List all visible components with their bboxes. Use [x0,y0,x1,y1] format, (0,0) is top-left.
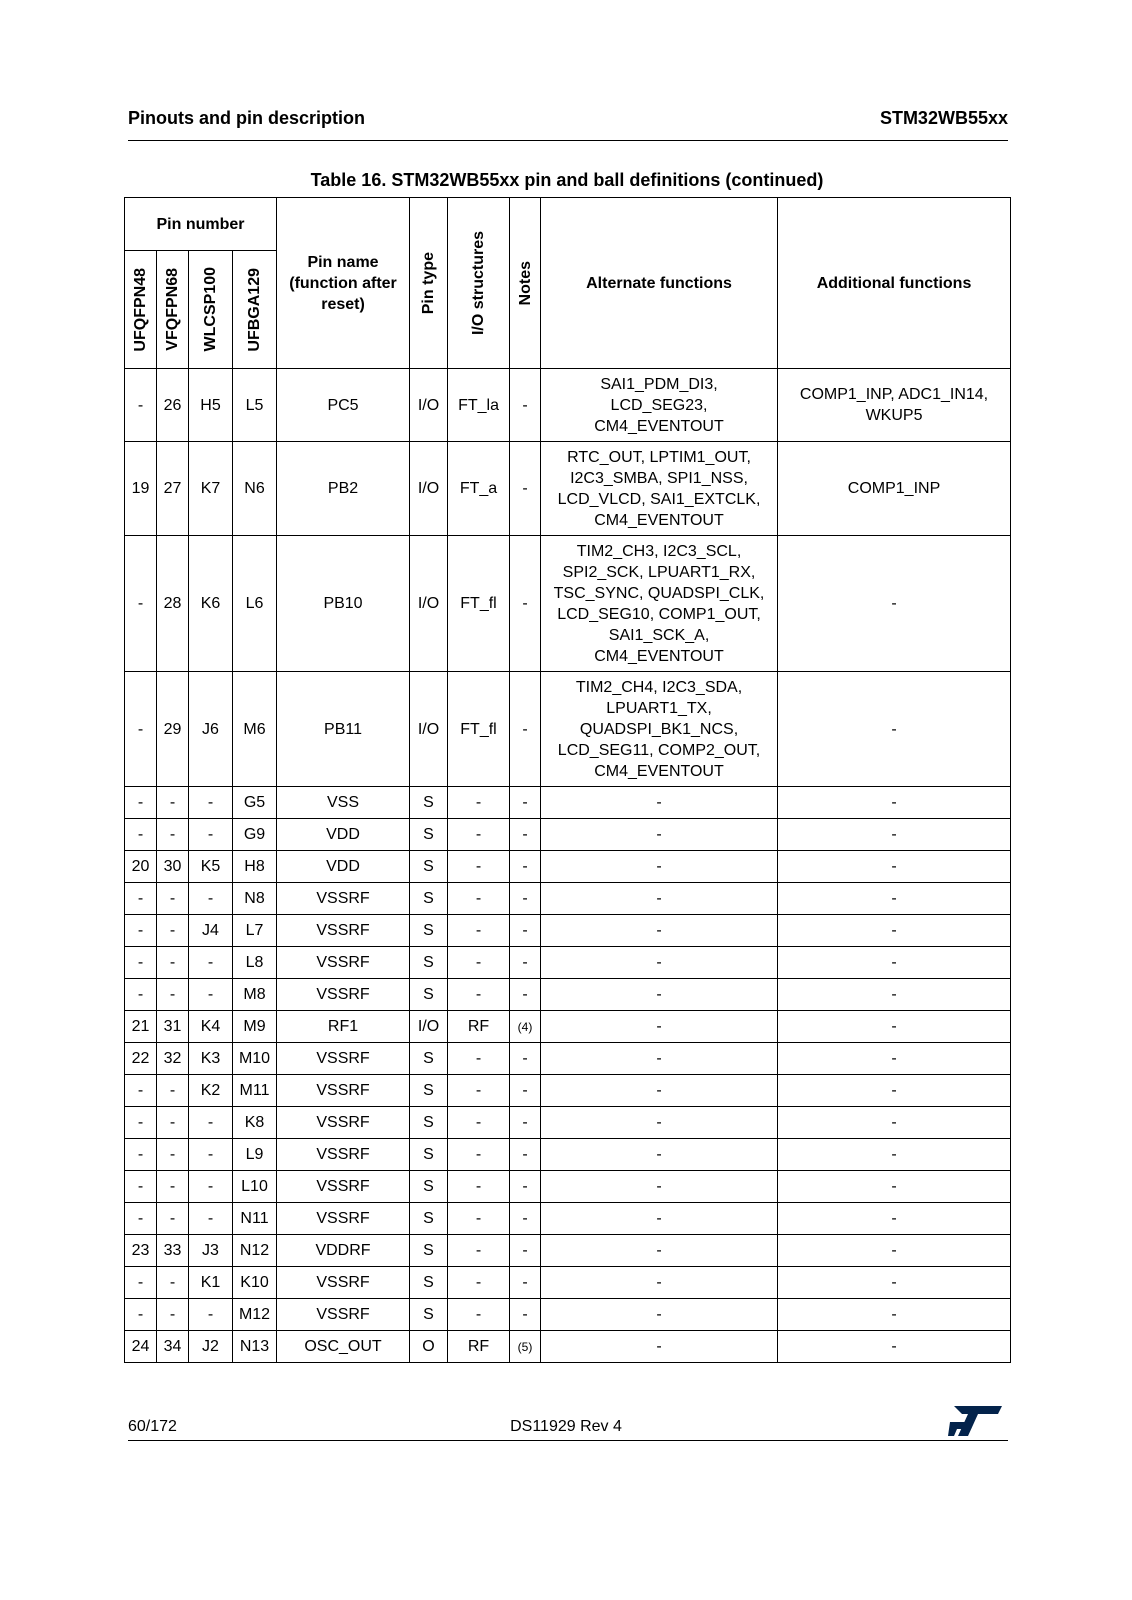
pin-name-cell: PB10 [277,536,410,672]
additional-functions-header: Additional functions [778,198,1011,369]
page-number: 60/172 [128,1418,177,1435]
ufbga129-cell: N13 [233,1331,277,1363]
ufqfpn48-cell: 21 [125,1011,157,1043]
additional-functions-cell: - [778,1075,1011,1107]
ufqfpn48-cell: 22 [125,1043,157,1075]
additional-functions-cell: - [778,787,1011,819]
table-row [125,1299,1011,1331]
ufqfpn48-cell: - [125,883,157,915]
pin-name-cell: VSSRF [277,883,410,915]
ufqfpn48-cell: - [125,1267,157,1299]
pin-name-cell: VSSRF [277,1171,410,1203]
table-row [125,915,1011,947]
ufbga129-cell: L10 [233,1171,277,1203]
alternate-function-line: LCD_SEG10, COMP1_OUT, [557,605,761,623]
additional-functions-cell: - [778,1203,1011,1235]
wlcsp100-cell: - [189,1203,233,1235]
notes-cell: - [510,851,541,883]
wlcsp100-cell: K1 [189,1267,233,1299]
additional-functions-cell: - [778,947,1011,979]
table-row [125,851,1011,883]
alternate-functions-cell: - [541,1331,778,1363]
vfqfpn68-cell: - [157,1203,189,1235]
pin-type-cell: S [410,1107,448,1139]
table-row [125,369,1011,442]
vfqfpn68-cell: - [157,883,189,915]
vfqfpn68-cell: - [157,1075,189,1107]
io-structure-cell: - [448,1299,510,1331]
vfqfpn68-cell: - [157,947,189,979]
pin-type-header-label: Pin type [420,251,438,315]
product-name: STM32WB55xx [879,108,1008,128]
additional-functions-cell: - [778,851,1011,883]
ufqfpn48-cell: - [125,672,157,787]
ufbga129-cell: M8 [233,979,277,1011]
wlcsp100-cell: J4 [189,915,233,947]
wlcsp100-cell: - [189,787,233,819]
pin-name-cell: VSSRF [277,979,410,1011]
additional-functions-cell: COMP1_INP, ADC1_IN14, WKUP5 [778,369,1011,442]
alternate-function-line: LCD_SEG23, [610,396,708,414]
ufbga129-cell: L8 [233,947,277,979]
alternate-functions-cell: - [541,1299,778,1331]
pin-type-cell: S [410,1075,448,1107]
pin-name-cell: PB2 [277,442,410,536]
notes-cell: - [510,672,541,787]
alternate-function-line: SAI1_SCK_A, [608,626,710,644]
alternate-function-line: SPI2_SCK, LPUART1_RX, [562,563,756,581]
ufbga129-cell: N6 [233,442,277,536]
pin-name-cell: PB11 [277,672,410,787]
alternate-function-line: LPUART1_TX, [606,699,712,717]
ufqfpn48-header [125,251,157,369]
notes-cell: - [510,787,541,819]
vfqfpn68-cell: - [157,787,189,819]
ufbga129-cell: M11 [233,1075,277,1107]
io-structure-cell: - [448,1043,510,1075]
alternate-functions-cell [541,672,778,787]
io-structure-cell: FT_la [448,369,510,442]
notes-cell: - [510,1235,541,1267]
vfqfpn68-cell: - [157,1299,189,1331]
header-divider [128,140,1008,141]
pin-type-cell: S [410,1299,448,1331]
pin-name-cell: VSSRF [277,1267,410,1299]
table-row [125,1075,1011,1107]
alternate-functions-cell: - [541,1171,778,1203]
notes-cell: - [510,1299,541,1331]
additional-functions-cell: - [778,1299,1011,1331]
pin-type-cell: S [410,787,448,819]
additional-functions-cell: COMP1_INP [778,442,1011,536]
vfqfpn68-cell: 29 [157,672,189,787]
ufqfpn48-cell: - [125,1107,157,1139]
wlcsp100-cell: - [189,947,233,979]
wlcsp100-cell: - [189,979,233,1011]
alternate-function-line: SAI1_PDM_DI3, [600,375,718,393]
io-structure-cell: - [448,883,510,915]
pin-name-header-line3: reset) [321,295,365,313]
wlcsp100-cell: K7 [189,442,233,536]
vfqfpn68-cell: 30 [157,851,189,883]
wlcsp100-cell: K6 [189,536,233,672]
table-row [125,1043,1011,1075]
alternate-function-line: CM4_EVENTOUT [594,417,724,435]
notes-cell: - [510,915,541,947]
pin-type-cell: I/O [410,369,448,442]
ufbga129-cell: N11 [233,1203,277,1235]
io-structure-cell: - [448,1203,510,1235]
notes-cell: - [510,1075,541,1107]
io-structure-cell: - [448,979,510,1011]
pin-name-cell: VSSRF [277,1299,410,1331]
ufqfpn48-cell: - [125,369,157,442]
ufbga129-cell: H8 [233,851,277,883]
vfqfpn68-cell: 32 [157,1043,189,1075]
pin-name-cell: VDDRF [277,1235,410,1267]
pin-type-cell: S [410,1267,448,1299]
table-row [125,979,1011,1011]
notes-cell: - [510,1203,541,1235]
section-title: Pinouts and pin description [128,108,366,128]
additional-functions-cell: - [778,1139,1011,1171]
alternate-functions-header: Alternate functions [541,198,778,369]
page-header [128,108,1008,129]
pin-name-cell: VDD [277,819,410,851]
footer-divider [128,1440,1008,1441]
wlcsp100-cell: K5 [189,851,233,883]
table-row [125,787,1011,819]
io-structure-cell: - [448,947,510,979]
table-row [125,1235,1011,1267]
io-structure-cell: - [448,819,510,851]
io-structure-cell: FT_fl [448,536,510,672]
pin-type-cell: S [410,915,448,947]
ufqfpn48-cell: - [125,979,157,1011]
io-structure-cell: RF [448,1331,510,1363]
pin-type-cell: I/O [410,672,448,787]
pin-type-cell: S [410,979,448,1011]
vfqfpn68-cell: - [157,819,189,851]
ufqfpn48-cell: - [125,1299,157,1331]
ufqfpn48-cell: 20 [125,851,157,883]
notes-cell: - [510,1107,541,1139]
alternate-function-line: LCD_VLCD, SAI1_EXTCLK, [557,490,761,508]
notes-cell: - [510,369,541,442]
ufqfpn48-cell: - [125,819,157,851]
wlcsp100-cell: J6 [189,672,233,787]
alternate-functions-cell: - [541,979,778,1011]
pin-type-cell: O [410,1331,448,1363]
table-row [125,1267,1011,1299]
notes-cell: - [510,979,541,1011]
wlcsp100-cell: - [189,1139,233,1171]
table-row [125,672,1011,787]
notes-header [510,198,541,369]
ufqfpn48-cell: 23 [125,1235,157,1267]
table-row [125,883,1011,915]
additional-functions-cell: - [778,672,1011,787]
io-structure-cell: - [448,1139,510,1171]
pin-name-cell: RF1 [277,1011,410,1043]
ufbga129-cell: G5 [233,787,277,819]
alternate-functions-cell: - [541,1203,778,1235]
wlcsp100-cell: - [189,883,233,915]
wlcsp100-cell: - [189,1299,233,1331]
alternate-function-line: CM4_EVENTOUT [594,647,724,665]
io-structure-cell: - [448,915,510,947]
alternate-functions-cell: - [541,1107,778,1139]
io-structure-cell: - [448,1107,510,1139]
table-row [125,947,1011,979]
wlcsp100-cell: J3 [189,1235,233,1267]
alternate-function-line: I2C3_SMBA, SPI1_NSS, [570,469,748,487]
table-row [125,536,1011,672]
pin-name-cell: VSS [277,787,410,819]
pin-type-cell: S [410,1203,448,1235]
pin-type-cell: S [410,1139,448,1171]
vfqfpn68-cell: 26 [157,369,189,442]
ufbga129-cell: G9 [233,819,277,851]
table-row [125,819,1011,851]
ufqfpn48-header-label: UFQFPN48 [132,267,149,352]
wlcsp100-cell: - [189,1171,233,1203]
alternate-function-line: TIM2_CH3, I2C3_SCL, [576,542,742,560]
notes-cell: - [510,1139,541,1171]
alternate-functions-cell [541,536,778,672]
ufqfpn48-cell: 24 [125,1331,157,1363]
vfqfpn68-header-label: VFQFPN68 [164,268,181,351]
ufbga129-cell: M10 [233,1043,277,1075]
alternate-function-line: CM4_EVENTOUT [594,762,724,780]
pin-name-cell: VSSRF [277,1203,410,1235]
notes-cell: - [510,947,541,979]
io-structures-header [448,198,510,369]
io-structure-cell: - [448,1075,510,1107]
pin-name-cell: VSSRF [277,1107,410,1139]
table-row [125,1011,1011,1043]
pin-name-cell: VSSRF [277,947,410,979]
ufbga129-cell: M6 [233,672,277,787]
pin-type-cell: S [410,1235,448,1267]
additional-functions-cell: - [778,1107,1011,1139]
notes-cell: - [510,442,541,536]
table-row [125,1171,1011,1203]
pin-type-cell: S [410,883,448,915]
wlcsp100-cell: - [189,1107,233,1139]
vfqfpn68-cell: - [157,1267,189,1299]
alternate-functions-cell: - [541,1139,778,1171]
ufbga129-header [233,251,277,369]
ufbga129-cell: L7 [233,915,277,947]
io-structures-header-label: I/O structures [470,230,488,336]
alternate-functions-cell: - [541,1235,778,1267]
vfqfpn68-cell: - [157,915,189,947]
alternate-functions-cell: - [541,1075,778,1107]
alternate-functions-cell: - [541,1267,778,1299]
wlcsp100-cell: - [189,819,233,851]
additional-functions-cell: - [778,883,1011,915]
document-revision: DS11929 Rev 4 [510,1418,622,1435]
vfqfpn68-cell: - [157,1171,189,1203]
ufbga129-cell: K8 [233,1107,277,1139]
pin-type-cell: S [410,947,448,979]
vfqfpn68-cell: - [157,979,189,1011]
notes-header-label: Notes [516,260,534,306]
ufbga129-header-label: UFBGA129 [246,267,263,352]
notes-cell: - [510,536,541,672]
alternate-functions-cell: - [541,915,778,947]
wlcsp100-header [189,251,233,369]
additional-functions-cell: - [778,1267,1011,1299]
pin-name-cell: OSC_OUT [277,1331,410,1363]
pin-type-cell: I/O [410,536,448,672]
vfqfpn68-cell: 28 [157,536,189,672]
alternate-functions-cell: - [541,1011,778,1043]
additional-functions-cell: - [778,1171,1011,1203]
table-row [125,442,1011,536]
alternate-function-line: TSC_SYNC, QUADSPI_CLK, [553,584,765,602]
alternate-function-line: LCD_SEG11, COMP2_OUT, [557,741,761,759]
alternate-function-line: QUADSPI_BK1_NCS, [579,720,739,738]
alternate-functions-cell: - [541,947,778,979]
pin-name-cell: VSSRF [277,1043,410,1075]
pin-name-header-line2: (function after [289,274,397,292]
ufqfpn48-cell: - [125,1075,157,1107]
vfqfpn68-header [157,251,189,369]
ufbga129-cell: M12 [233,1299,277,1331]
pin-name-header-line1: Pin name [307,253,379,271]
ufqfpn48-cell: - [125,1139,157,1171]
wlcsp100-header-label: WLCSP100 [202,267,219,352]
table-row [125,1107,1011,1139]
alternate-functions-cell: - [541,787,778,819]
ufbga129-cell: K10 [233,1267,277,1299]
table-row [125,1203,1011,1235]
wlcsp100-cell: K3 [189,1043,233,1075]
additional-functions-cell: - [778,1331,1011,1363]
vfqfpn68-cell: 33 [157,1235,189,1267]
pin-name-cell: VSSRF [277,1139,410,1171]
ufbga129-cell: L5 [233,369,277,442]
ufqfpn48-cell: 19 [125,442,157,536]
additional-functions-cell: - [778,1235,1011,1267]
alternate-function-line: RTC_OUT, LPTIM1_OUT, [567,448,751,466]
wlcsp100-cell: K4 [189,1011,233,1043]
notes-cell: - [510,1171,541,1203]
pin-type-cell: S [410,819,448,851]
io-structure-cell: - [448,1267,510,1299]
alternate-functions-cell [541,369,778,442]
wlcsp100-cell: K2 [189,1075,233,1107]
pin-type-cell: I/O [410,442,448,536]
pin-type-cell: S [410,1171,448,1203]
ufqfpn48-cell: - [125,1203,157,1235]
additional-functions-cell: - [778,819,1011,851]
ufbga129-cell: L9 [233,1139,277,1171]
ufbga129-cell: M9 [233,1011,277,1043]
ufbga129-cell: L6 [233,536,277,672]
pin-number-header: Pin number [125,198,277,251]
notes-cell: (5) [510,1331,541,1363]
pin-definitions-table [124,197,1011,1363]
pin-name-cell: VDD [277,851,410,883]
vfqfpn68-cell: - [157,1107,189,1139]
notes-cell: - [510,819,541,851]
alternate-function-line: TIM2_CH4, I2C3_SDA, [575,678,743,696]
wlcsp100-cell: H5 [189,369,233,442]
pin-name-cell: PC5 [277,369,410,442]
wlcsp100-cell: J2 [189,1331,233,1363]
alternate-functions-cell: - [541,1043,778,1075]
alternate-functions-cell: - [541,851,778,883]
pin-name-header [277,198,410,369]
pin-type-cell: S [410,1043,448,1075]
io-structure-cell: FT_fl [448,672,510,787]
table-row [125,1139,1011,1171]
pin-type-header [410,198,448,369]
vfqfpn68-cell: 34 [157,1331,189,1363]
ufqfpn48-cell: - [125,1171,157,1203]
pin-type-cell: S [410,851,448,883]
alternate-functions-cell: - [541,819,778,851]
io-structure-cell: - [448,851,510,883]
notes-cell: (4) [510,1011,541,1043]
ufqfpn48-cell: - [125,536,157,672]
alternate-function-line: CM4_EVENTOUT [594,511,724,529]
ufqfpn48-cell: - [125,947,157,979]
additional-functions-cell: - [778,915,1011,947]
alternate-functions-cell: - [541,883,778,915]
additional-functions-cell: - [778,979,1011,1011]
io-structure-cell: - [448,787,510,819]
notes-cell: - [510,1043,541,1075]
vfqfpn68-cell: 31 [157,1011,189,1043]
ufbga129-cell: N12 [233,1235,277,1267]
additional-functions-cell: - [778,1043,1011,1075]
st-logo-icon [948,1404,1004,1438]
io-structure-cell: - [448,1235,510,1267]
vfqfpn68-cell: - [157,1139,189,1171]
pin-name-cell: VSSRF [277,915,410,947]
ufqfpn48-cell: - [125,915,157,947]
notes-cell: - [510,1267,541,1299]
pin-rows [125,369,1011,1363]
pin-name-cell: VSSRF [277,1075,410,1107]
alternate-functions-cell [541,442,778,536]
ufqfpn48-cell: - [125,787,157,819]
io-structure-cell: FT_a [448,442,510,536]
io-structure-cell: - [448,1171,510,1203]
notes-cell: - [510,883,541,915]
additional-functions-cell: - [778,536,1011,672]
vfqfpn68-cell: 27 [157,442,189,536]
additional-functions-cell: - [778,1011,1011,1043]
io-structure-cell: RF [448,1011,510,1043]
pin-type-cell: I/O [410,1011,448,1043]
ufbga129-cell: N8 [233,883,277,915]
table-title: Table 16. STM32WB55xx pin and ball definitions (continued) [310,170,824,190]
table-row [125,1331,1011,1363]
